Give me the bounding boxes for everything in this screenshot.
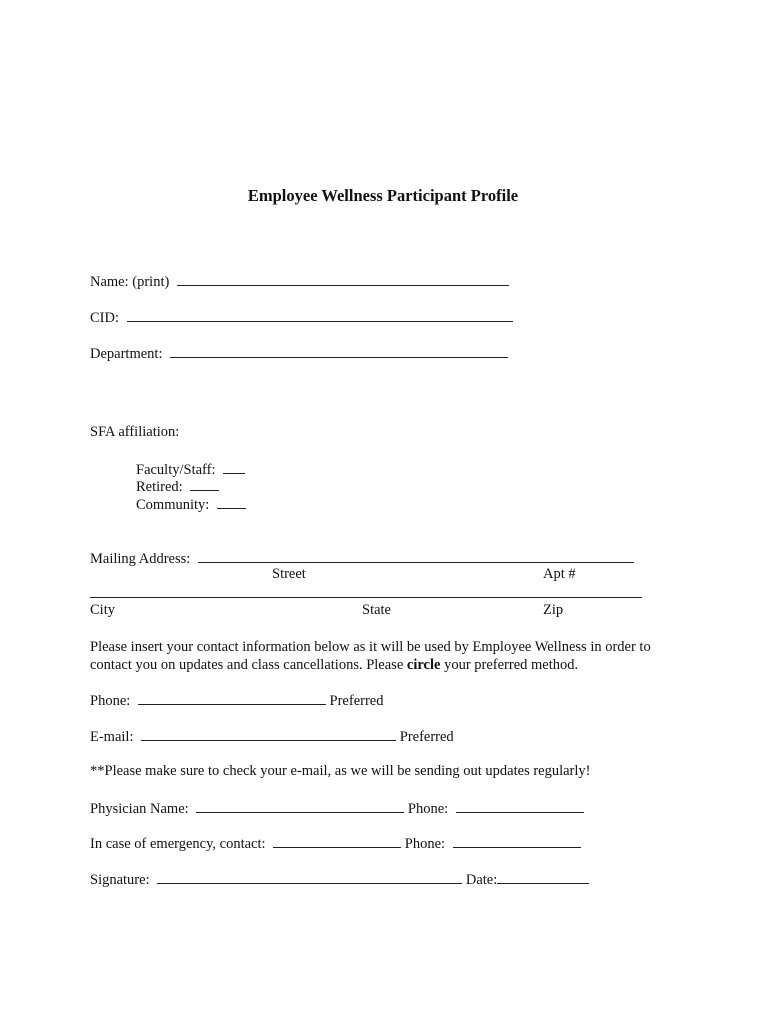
emergency-contact-row	[90, 834, 581, 853]
phone-preferred-option[interactable]: Preferred	[329, 693, 384, 709]
sfa-affiliation-label: SFA affiliation:	[90, 424, 180, 440]
city-state-zip-field[interactable]	[90, 597, 642, 598]
phone-label: Phone:	[90, 693, 131, 709]
signature-field[interactable]	[157, 870, 462, 884]
state-caption: State	[362, 602, 391, 618]
email-preferred-option[interactable]: Preferred	[399, 729, 454, 745]
signature-label: Signature:	[90, 872, 150, 888]
cid-field[interactable]	[127, 308, 513, 322]
date-label: Date:	[465, 872, 498, 888]
emergency-phone-label: Phone:	[404, 836, 446, 852]
physician-phone-label: Phone:	[407, 801, 449, 817]
physician-name-label: Physician Name:	[90, 801, 189, 817]
mailing-address-field[interactable]	[198, 549, 634, 563]
mailing-address-label: Mailing Address:	[90, 551, 191, 567]
emergency-contact-label: In case of emergency, contact:	[90, 836, 266, 852]
email-label: E-mail:	[90, 729, 134, 745]
name-label: Name: (print)	[90, 274, 170, 290]
phone-field[interactable]	[138, 691, 326, 705]
cid-row	[90, 308, 513, 327]
community-field[interactable]	[217, 495, 246, 509]
street-caption: Street	[272, 566, 306, 582]
email-reminder-note: **Please make sure to check your e-mail, as we will be sending out updates regularly!	[90, 763, 591, 779]
sfa-option-community	[136, 495, 246, 514]
contact-instructions	[90, 638, 690, 674]
emergency-phone-field[interactable]	[453, 834, 581, 848]
physician-phone-field[interactable]	[456, 799, 584, 813]
sfa-option-label: Faculty/Staff:	[136, 462, 216, 478]
department-field[interactable]	[170, 344, 508, 358]
form-title: Employee Wellness Participant Profile	[247, 186, 519, 205]
faculty-staff-field[interactable]	[223, 460, 245, 474]
name-row	[90, 272, 509, 291]
physician-name-field[interactable]	[196, 799, 404, 813]
department-row	[90, 344, 508, 363]
sfa-option-label: Community:	[136, 497, 210, 513]
name-field[interactable]	[177, 272, 509, 286]
contact-instructions-text: Please insert your contact information below as it will be used by Employee Wellness in order to contact you on updates and class cancellations. Please	[90, 639, 651, 673]
date-field[interactable]	[497, 870, 589, 884]
apt-caption: Apt #	[543, 566, 576, 582]
email-row	[90, 727, 454, 746]
retired-field[interactable]	[190, 477, 219, 491]
contact-instructions-tail: your preferred method.	[440, 657, 579, 673]
department-label: Department:	[90, 346, 163, 362]
city-caption: City	[90, 602, 115, 618]
zip-caption: Zip	[543, 602, 564, 618]
sfa-option-label: Retired:	[136, 479, 183, 495]
email-field[interactable]	[141, 727, 396, 741]
emergency-contact-field[interactable]	[273, 834, 401, 848]
signature-row	[90, 870, 589, 889]
cid-label: CID:	[90, 310, 119, 326]
physician-row	[90, 799, 584, 818]
circle-emphasis: circle	[406, 657, 441, 673]
phone-row	[90, 691, 383, 710]
sfa-option-retired	[136, 477, 219, 496]
